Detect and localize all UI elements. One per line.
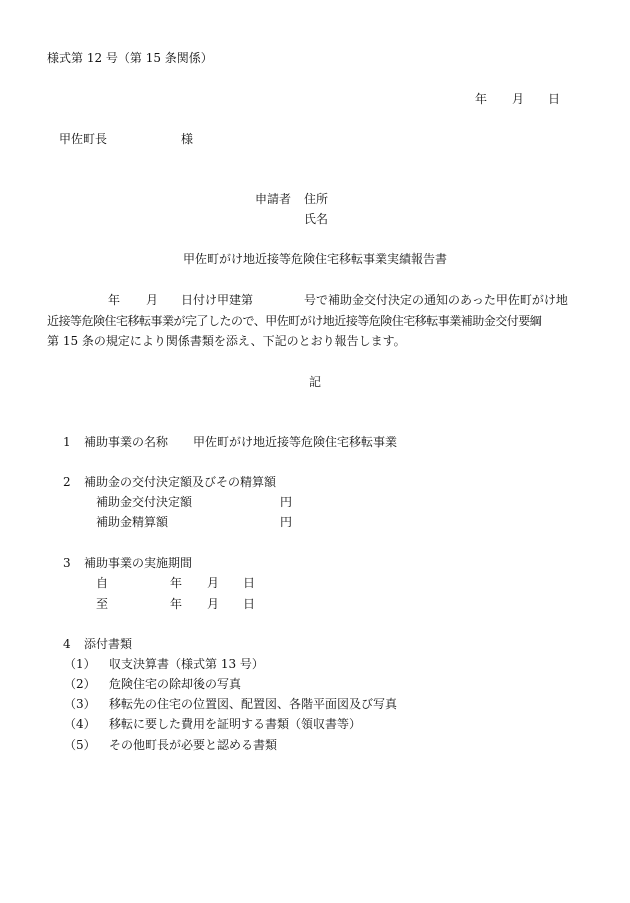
item3-from-month: 月 [207, 576, 220, 590]
item2-row1-unit: 円 [280, 495, 293, 509]
date-year: 年 [475, 92, 488, 106]
applicant-name-label: 氏名 [304, 212, 329, 226]
item2-row2-unit: 円 [280, 515, 293, 529]
form-number: 様式第 12 号（第 15 条関係） [47, 51, 213, 65]
item3-from: 自 [96, 576, 109, 590]
item2-label: 補助金の交付決定額及びその精算額 [84, 475, 277, 489]
item2-number: 2 [63, 475, 71, 489]
addressee-name: 甲佐町長 [59, 132, 108, 146]
item3-to-day: 日 [243, 597, 256, 611]
body-line1-rest: 号で補助金交付決定の通知のあった甲佐町がけ地 [304, 293, 568, 307]
attachment-text: 移転に要した費用を証明する書類（領収書等） [109, 717, 362, 731]
item3-from-year: 年 [170, 576, 183, 590]
attachment-num: （2） [64, 677, 96, 691]
report-title: 甲佐町がけ地近接等危険住宅移転事業実績報告書 [182, 252, 447, 266]
applicant-label: 申請者 [255, 192, 292, 206]
item2-row2-label: 補助金精算額 [96, 515, 169, 529]
attachment-num: （5） [64, 738, 96, 752]
item3-to: 至 [96, 597, 109, 611]
date-day: 日 [548, 92, 561, 106]
item3-label: 補助事業の実施期間 [84, 556, 193, 570]
applicant-address-label: 住所 [304, 192, 329, 206]
body-line3: 第 15 条の規定により関係書類を添え、下記のとおり報告します。 [47, 334, 406, 348]
item3-to-month: 月 [207, 597, 220, 611]
item1-number: 1 [63, 435, 71, 449]
body-line2: 近接等危険住宅移転事業が完了したので、甲佐町がけ地近接等危険住宅移転事業補助金交付要綱 [47, 314, 542, 328]
item1-label: 補助事業の名称 [84, 435, 169, 449]
attachment-num: （1） [64, 657, 96, 671]
item3-from-day: 日 [243, 576, 256, 590]
body-month: 月 [146, 293, 159, 307]
item2-row1-label: 補助金交付決定額 [96, 495, 193, 509]
ki-heading: 記 [308, 375, 321, 389]
body-day-ref: 日付け甲建第 [181, 293, 254, 307]
item3-to-year: 年 [170, 597, 183, 611]
body-year: 年 [108, 293, 121, 307]
attachment-num: （3） [64, 697, 96, 711]
item4-label: 添付書類 [84, 637, 133, 651]
attachment-text: 移転先の住宅の位置図、配置図、各階平面図及び写真 [109, 697, 398, 711]
attachment-num: （4） [64, 717, 96, 731]
attachment-text: 収支決算書（様式第 13 号） [109, 657, 264, 671]
item4-number: 4 [63, 637, 71, 651]
addressee-honorific: 様 [181, 132, 194, 146]
item1-value: 甲佐町がけ地近接等危険住宅移転事業 [193, 435, 398, 449]
date-month: 月 [512, 92, 525, 106]
attachment-text: 危険住宅の除却後の写真 [109, 677, 242, 691]
item3-number: 3 [63, 556, 71, 570]
attachment-text: その他町長が必要と認める書類 [109, 738, 278, 752]
